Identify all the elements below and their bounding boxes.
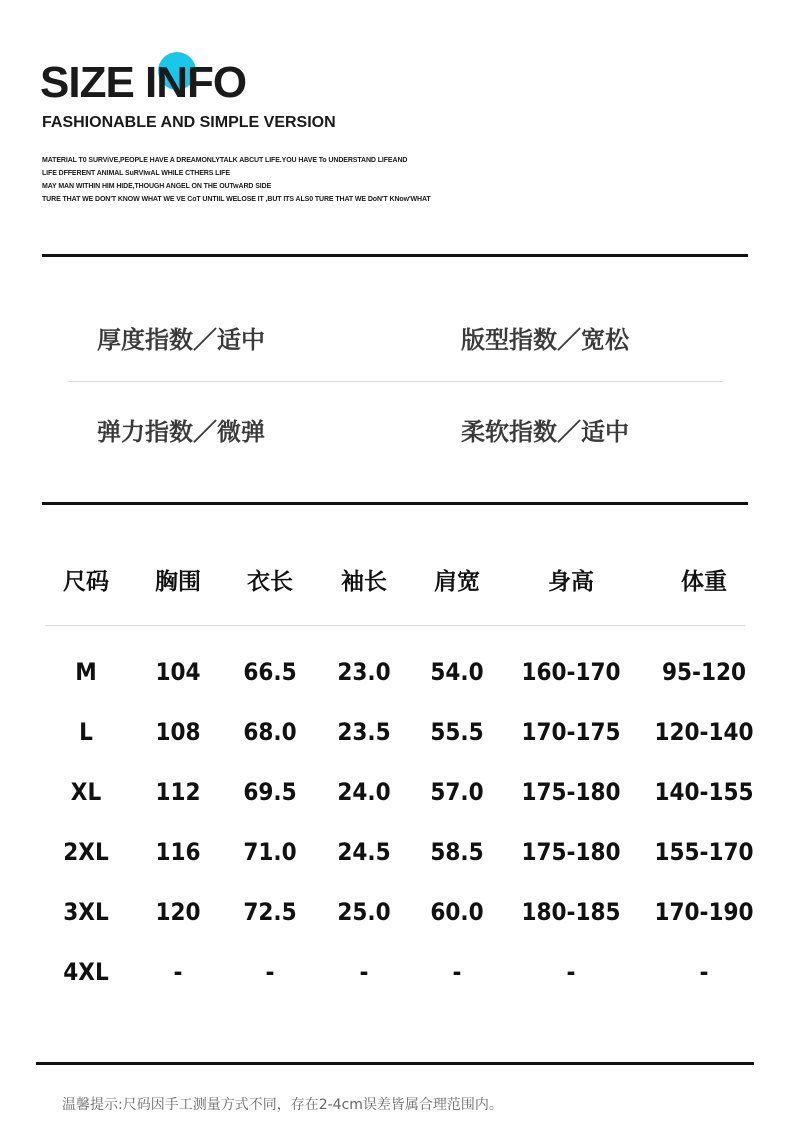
cell-weight: 120-140 (654, 718, 754, 746)
subtitle: FASHIONABLE AND SIMPLE VERSION (42, 114, 336, 131)
cell-weight: - (699, 958, 709, 986)
cell-height: 175-180 (521, 838, 621, 866)
header-shoulder: 肩宽 (434, 569, 480, 595)
header-chest: 胸围 (155, 569, 201, 595)
cell-shoulder: 55.5 (430, 718, 484, 746)
attribute-thickness: 厚度指数／适中 (97, 326, 265, 354)
cell-shoulder: 58.5 (430, 838, 484, 866)
cell-length: 66.5 (243, 658, 297, 686)
divider-bottom (36, 1062, 754, 1065)
cell-shoulder: - (452, 958, 462, 986)
blurb-line: MAY MAN WITHIN HIM HIDE,THOUGH ANGEL ON THE OUTwARD SIDE (42, 183, 272, 190)
divider-top (42, 254, 748, 257)
cell-sleeve: 23.5 (337, 718, 391, 746)
cell-shoulder: 54.0 (430, 658, 484, 686)
cell-length: 68.0 (243, 718, 297, 746)
cell-height: 170-175 (521, 718, 621, 746)
attribute-elasticity: 弹力指数／微弹 (97, 418, 265, 446)
cell-length: 69.5 (243, 778, 297, 806)
cell-length: 71.0 (243, 838, 297, 866)
cell-size: 3XL (63, 898, 109, 926)
cell-chest: 112 (155, 778, 201, 806)
blurb-line: MATERIAL T0 SURViVE,PEOPLE HAVE A DREAMONLYTALK ABCUT LIFE.YOU HAVE To UNDERSTAND LIFEAND (42, 157, 408, 164)
cell-height: 180-185 (521, 898, 621, 926)
attribute-divider (68, 381, 723, 382)
cell-sleeve: 24.0 (337, 778, 391, 806)
cell-size: 4XL (63, 958, 109, 986)
cell-weight: 170-190 (654, 898, 754, 926)
divider-middle (42, 502, 748, 505)
cell-size: L (79, 718, 93, 746)
cell-chest: - (173, 958, 183, 986)
cell-shoulder: 60.0 (430, 898, 484, 926)
cell-chest: 116 (155, 838, 201, 866)
header-size: 尺码 (63, 569, 109, 595)
cell-sleeve: 24.5 (337, 838, 391, 866)
cell-size: XL (70, 778, 102, 806)
cell-sleeve: - (359, 958, 369, 986)
cell-size: M (75, 658, 97, 686)
cell-sleeve: 25.0 (337, 898, 391, 926)
logo (40, 50, 300, 106)
header-weight: 体重 (681, 569, 727, 595)
cell-size: 2XL (63, 838, 109, 866)
cell-weight: 155-170 (654, 838, 754, 866)
cell-chest: 120 (155, 898, 201, 926)
cell-height: 175-180 (521, 778, 621, 806)
cell-chest: 104 (155, 658, 201, 686)
cell-sleeve: 23.0 (337, 658, 391, 686)
cell-shoulder: 57.0 (430, 778, 484, 806)
cell-height: 160-170 (521, 658, 621, 686)
cell-height: - (566, 958, 576, 986)
cell-length: - (265, 958, 275, 986)
cell-weight: 140-155 (654, 778, 754, 806)
header-length: 衣长 (247, 569, 293, 595)
attribute-softness: 柔软指数／适中 (461, 418, 629, 446)
blurb-line: TURE THAT WE DON'T KNOW WHAT WE VE CoT UNTIIL WELOSE IT ,BUT ITS ALS0 TURE THAT WE DoN'T KNow'WHAT (42, 196, 431, 203)
footer-note: 温馨提示:尺码因手工测量方式不同，存在2-4cm误差皆属合理范围内。 (62, 1097, 503, 1113)
cell-weight: 95-120 (661, 658, 747, 686)
cell-chest: 108 (155, 718, 201, 746)
table-header-divider (45, 625, 745, 626)
header-sleeve: 袖长 (341, 569, 387, 595)
blurb-text (42, 154, 642, 206)
header-height: 身高 (548, 569, 594, 595)
logo-text: SIZE INFO (40, 58, 247, 107)
cell-length: 72.5 (243, 898, 297, 926)
blurb-line: LIFE DFFERENT ANIMAL SuRVIwAL WHILE CTHERS LIFE (42, 170, 230, 177)
attribute-fit: 版型指数／宽松 (461, 326, 629, 354)
